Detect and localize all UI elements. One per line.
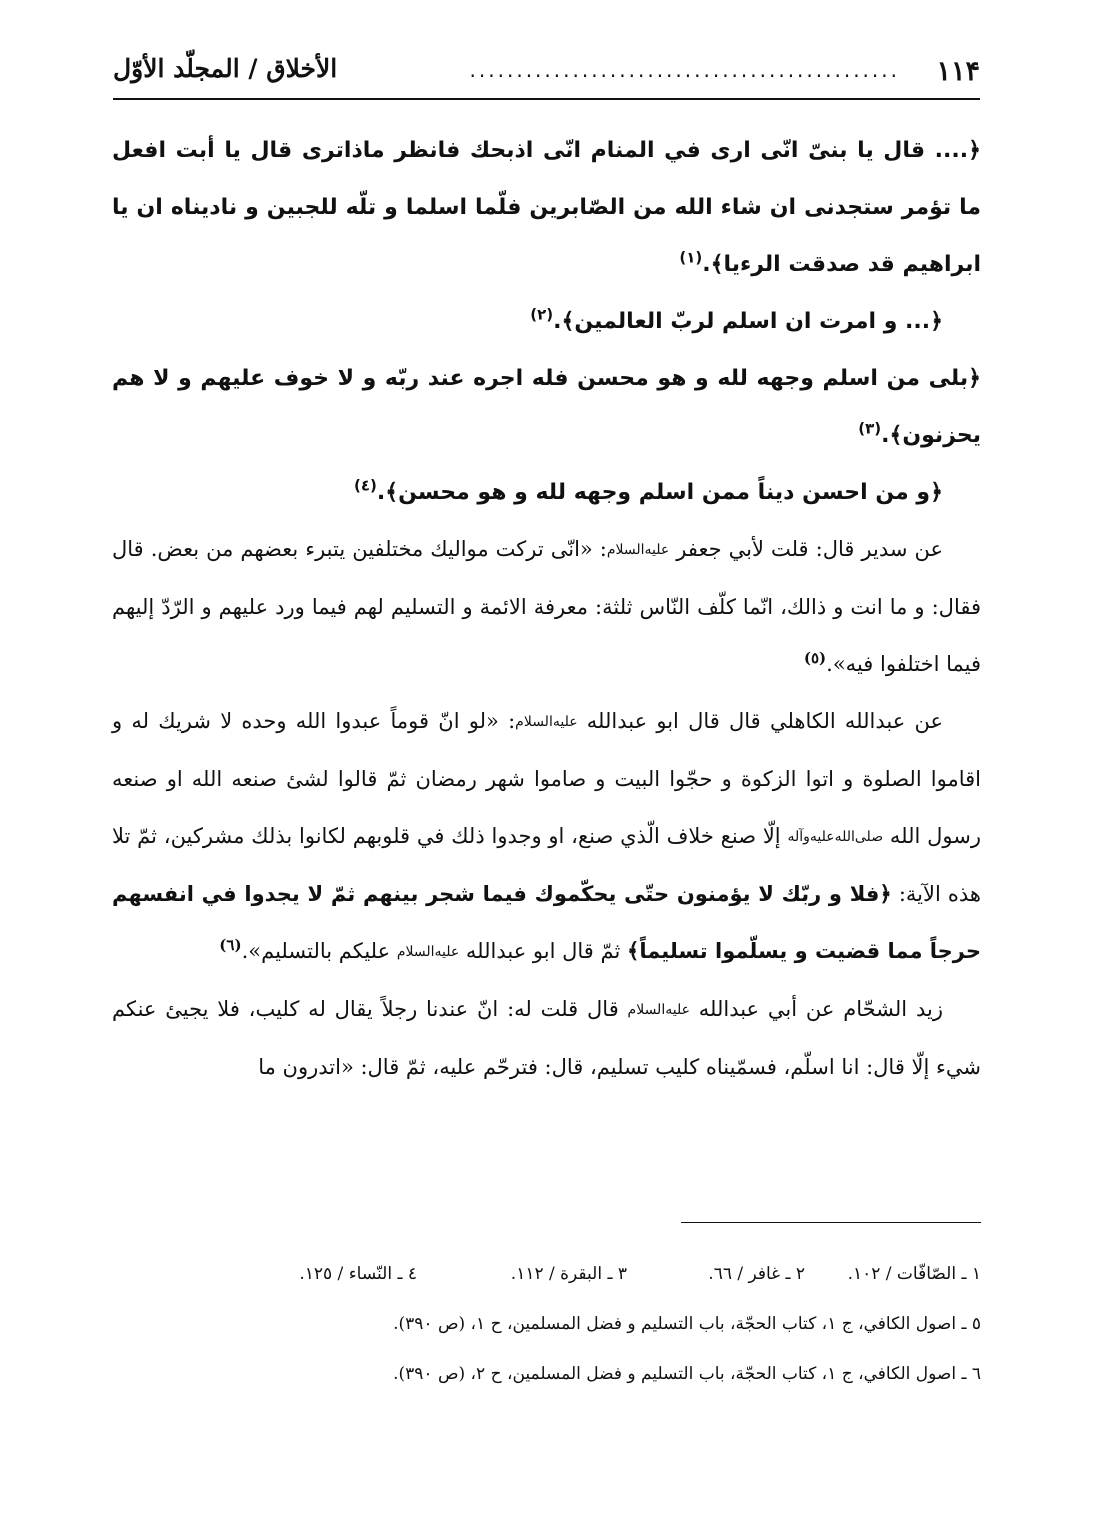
honorific-ligature: عليه‌السلام (627, 1002, 690, 1018)
hadith-text: عن سدير قال: قلت لأبي جعفر (676, 537, 943, 561)
footnote-5: ٥ ـ اصول الكافي، ج ١، كتاب الحجّة، باب التسليم و فضل المسلمين، ح ١، (ص ٣٩٠). (393, 1314, 981, 1334)
footnote-4: ٤ ـ النّساء / ١٢٥. (299, 1264, 417, 1284)
running-title: الأخلاق / المجلّد الأوّل (113, 54, 338, 83)
hadith-sudayr (112, 521, 981, 693)
verse-text: ﴿.... قال يا بنىّ انّى ارى في المنام انّى اذبحك فانظر ماذاترى قال يا أبت افعل ما تؤمر ستجدنى ان شاء الله من الصّابرين فلّما اسلما و تلّه للجبين و ناديناه ان يا ابراهيم قد صدقت الرءيا﴾. (112, 138, 981, 277)
footnote-ref: (٣) (858, 419, 882, 438)
footnotes (112, 1252, 981, 1402)
hadith-shahham (112, 981, 981, 1096)
header-leader-dots: .............................................. (469, 58, 900, 82)
hadith-text: : «انّى تركت مواليك مختلفين يتبرء بعضهم من بعض. قال فقال: و ما انت و ذالك، انّما كلّف النّاس ثلثة: معرفة الائمة و التسليم لهم فيما ورد عليهم و الرّدّ إليهم فيما اختلفوا فيه». (112, 537, 981, 676)
header-rule (113, 98, 980, 100)
quran-verse-3 (112, 350, 981, 464)
quran-verse-1 (112, 122, 981, 293)
footnote-2: ٢ ـ غافر / ٦٦. (708, 1264, 805, 1284)
hadith-text: ثمّ قال ابو عبدالله (465, 939, 621, 963)
hadith-text: زيد الشحّام عن أبي عبدالله (698, 997, 943, 1021)
hadith-text: قال قلت له: انّ عندنا رجلاً يقال له كليب، فلا يجيئ عنكم شيء إلّا قال: انا اسلّم، فسمّيناه كليب تسليم، قال: فترحّم عليه، ثمّ قال: «اتدرون ما (112, 997, 981, 1079)
honorific-ligature: عليه‌السلام (606, 542, 670, 558)
page-header (113, 50, 980, 100)
hadith-text: عن عبدالله الكاهلي قال قال ابو عبدالله (586, 709, 944, 733)
inline-verse: ﴿فلا و ربّك لا يؤمنون حتّى يحكّموك فيما شجر بينهم ثمّ لا يجدوا في انفسهم حرجاً مما قضيت و يسلّموا تسليماً﴾ (112, 882, 981, 963)
verse-text: ﴿... و امرت ان اسلم لربّ العالمين﴾. (553, 309, 943, 334)
quran-verse-4 (112, 464, 981, 521)
quran-verse-2 (112, 293, 981, 350)
footnote-3: ٣ ـ البقرة / ١١٢. (510, 1264, 627, 1284)
honorific-ligature: صلی‌الله‌علیه‌وآله (787, 829, 884, 845)
footnote-ref: (٢) (530, 305, 554, 324)
hadith-text: : «لو انّ قوماً عبدوا الله وحده لا شريك له و اقاموا الصلوة و اتوا الزكوة و حجّوا البيت و صاموا شهر رمضان ثمّ قالوا لشئ صنعه الله او صنعه رسول الله (112, 709, 981, 848)
hadith-text: إلّا صنع خلاف الّذي صنع، او وجدوا ذلك في قلوبهم لكانوا بذلك مشركين، ثمّ تلا هذه الآية: (112, 824, 982, 906)
verse-text: ﴿بلى من اسلم وجهه لله و هو محسن فله اجره عند ربّه و لا خوف عليهم و لا هم يحزنون﴾. (112, 366, 981, 448)
body-text (112, 122, 981, 1096)
footnote-ref: (١) (679, 248, 703, 267)
footnote-rule (681, 1222, 981, 1223)
footnote-ref: (٤) (353, 476, 377, 495)
page-number: ١١۴ (936, 56, 980, 87)
footnote-ref: (٦) (219, 936, 242, 954)
honorific-ligature: عليه‌السلام (515, 714, 578, 730)
honorific-ligature: عليه‌السلام (396, 944, 460, 960)
footnote-ref: (٥) (803, 649, 827, 667)
hadith-kahili (112, 693, 981, 981)
hadith-text: عليكم بالتسليم». (241, 939, 391, 963)
verse-text: ﴿و من احسن ديناً ممن اسلم وجهه لله و هو محسن﴾. (376, 480, 943, 505)
footnote-6: ٦ ـ اصول الكافي، ج ١، كتاب الحجّة، باب التسليم و فضل المسلمين، ح ٢، (ص ٣٩٠). (393, 1364, 981, 1384)
footnote-row-1 (112, 1252, 981, 1302)
footnote-1: ١ ـ الصّافّات / ١٠٢. (847, 1264, 981, 1284)
